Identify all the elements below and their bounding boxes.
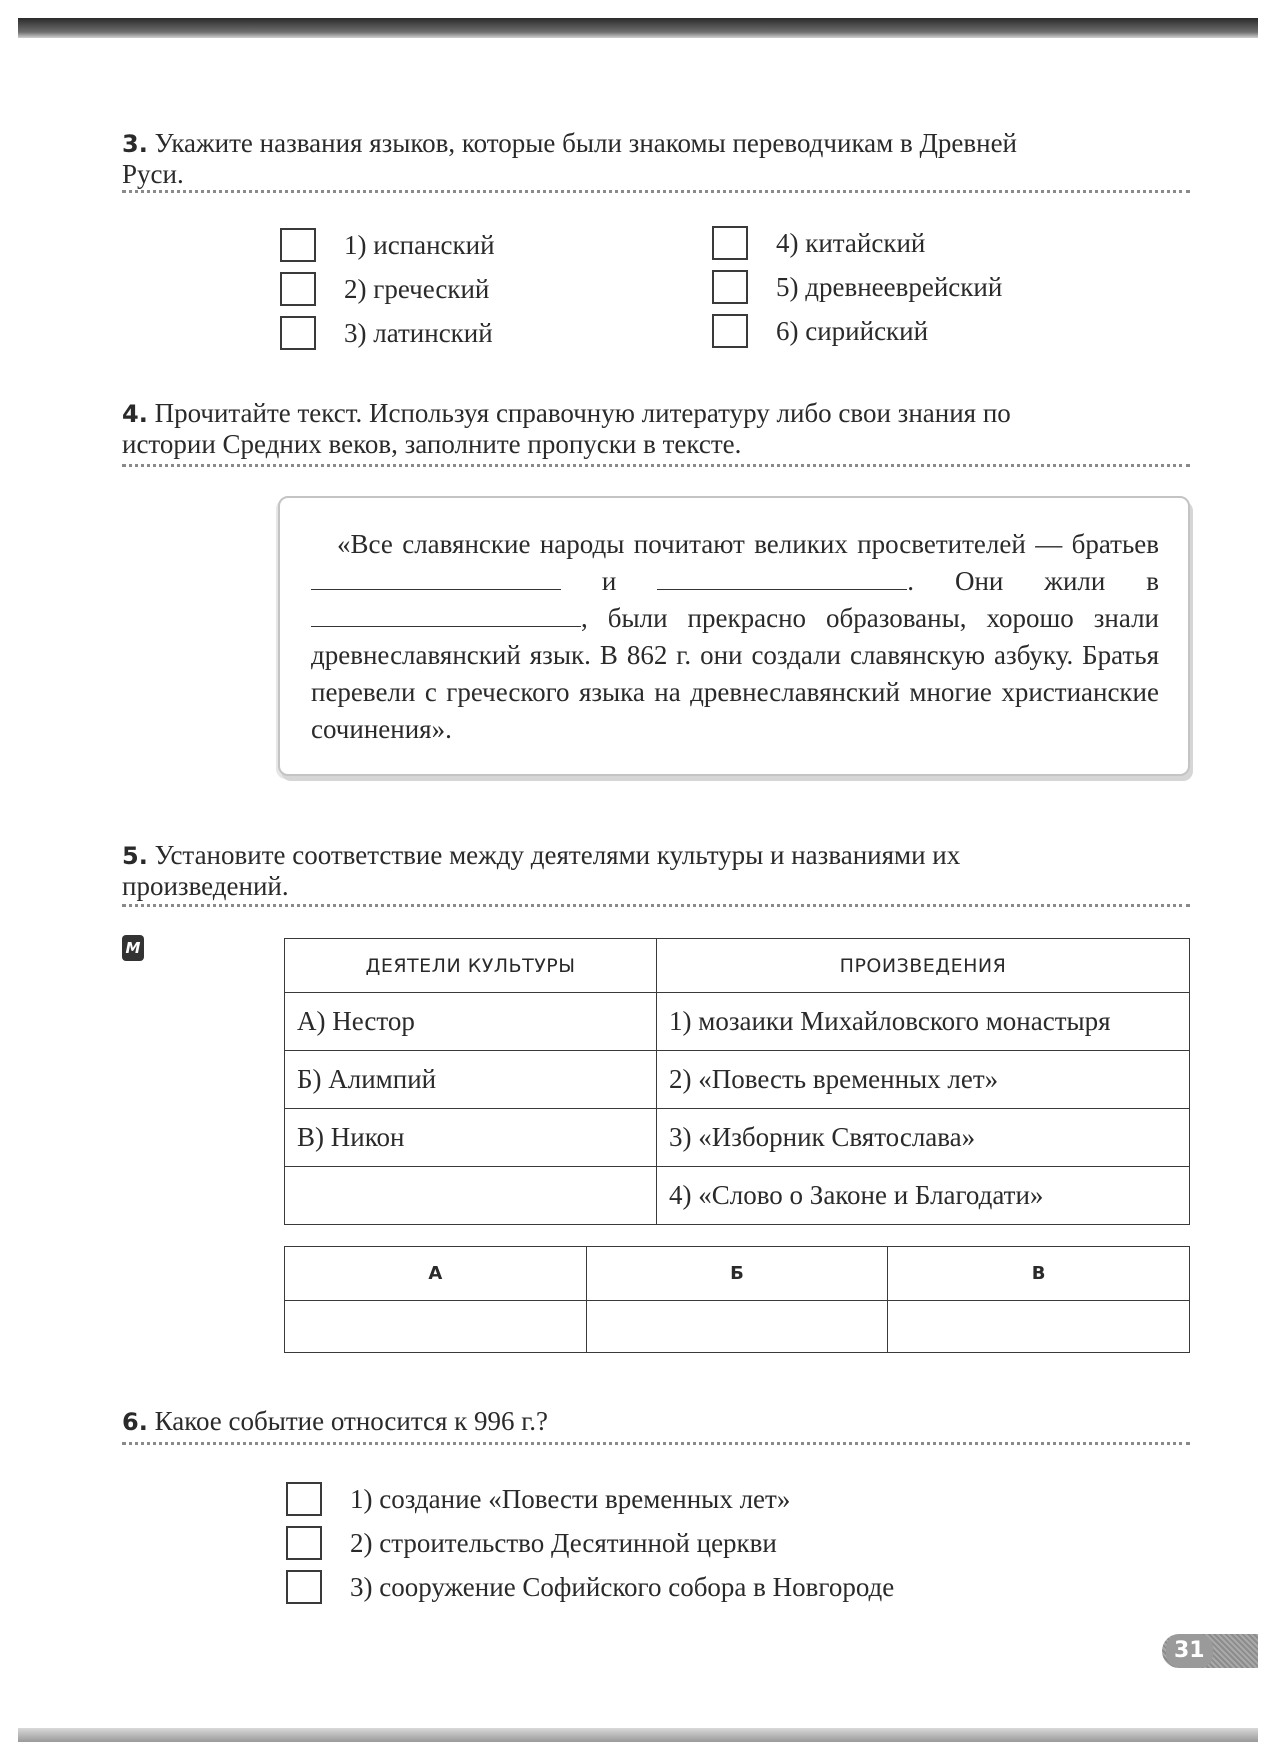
work-cell: 3) «Изборник Святослава» [657,1109,1190,1167]
option-label: 1) создание «Повести временных лет» [350,1483,791,1514]
option-label: 5) древнееврейский [776,271,1003,302]
table-row [285,1167,1190,1225]
page-number: 31 [1166,1634,1213,1668]
checkbox[interactable] [712,314,748,348]
answer-cell-b[interactable] [586,1301,888,1353]
option-label: 6) сирийский [776,315,929,346]
task-4-title [122,398,1042,459]
task-3-number: 3. [122,130,148,158]
dotted-divider [122,904,1190,907]
checkbox[interactable] [286,1526,322,1560]
dotted-divider [122,1442,1190,1445]
answer-cell-a[interactable] [285,1301,587,1353]
task-3-option-3[interactable] [280,316,493,350]
option-label: 4) китайский [776,227,926,258]
page-top-edge [18,18,1258,38]
quote-part-2: . Они жили в [907,566,1159,596]
task-4-text: Прочитайте текст. Используя справочную литературу либо свои знания по истории Средних веков, заполните пропуски в тексте. [122,398,1011,459]
table-row [285,1051,1190,1109]
task-5-text: Установите соответствие между деятелями культуры и названиями их произведений. [122,840,961,901]
task-5-title [122,840,1042,901]
task-6-option-1[interactable] [286,1482,790,1516]
work-cell: 2) «Повесть временных лет» [657,1051,1190,1109]
task-6-number: 6. [122,1408,148,1436]
task-3-text: Укажите названия языков, которые были знакомы переводчикам в Древней Руси. [122,128,1018,189]
header-figures: ДЕЯТЕЛИ КУЛЬТУРЫ [285,939,657,993]
task-6-title [122,1406,1042,1437]
option-label: 2) греческий [344,273,490,304]
checkbox[interactable] [286,1570,322,1604]
task-3-option-2[interactable] [280,272,489,306]
table-row [285,993,1190,1051]
task-3-title [122,128,1042,189]
task-5-number: 5. [122,842,148,870]
matching-table [284,938,1190,1225]
answer-input-row [285,1301,1190,1353]
task-6-text: Какое событие относится к 996 г.? [154,1406,549,1436]
blank-place[interactable] [311,605,581,627]
task-6-option-3[interactable] [286,1570,894,1604]
checkbox[interactable] [280,272,316,306]
checkbox[interactable] [712,270,748,304]
blank-brother-1[interactable] [311,568,561,590]
table-row [285,1109,1190,1167]
quote-part-1: «Все славянские народы почитают великих просветителей — братьев [337,529,1159,559]
figure-cell: А) Нестор [285,993,657,1051]
figure-cell [285,1167,657,1225]
work-cell: 4) «Слово о Законе и Благодати» [657,1167,1190,1225]
answer-cell-v[interactable] [888,1301,1190,1353]
header-works: ПРОИЗВЕДЕНИЯ [657,939,1190,993]
checkbox[interactable] [712,226,748,260]
answer-header-b: Б [586,1247,888,1301]
figure-cell: В) Никон [285,1109,657,1167]
page-number-tab [1162,1634,1258,1668]
figure-cell: Б) Алимпий [285,1051,657,1109]
task-3-option-1[interactable] [280,228,495,262]
answer-header-a: А [285,1247,587,1301]
dotted-divider [122,464,1190,467]
quote-part-3: , были прекрасно образованы, хорошо знали древнеславянский язык. В 862 г. они создали славянскую азбуку. Братья перевели с греческого языка на древнеславянский многие христианские сочинения». [311,603,1159,744]
task-4-number: 4. [122,400,148,428]
quote-and: и [601,566,617,596]
task-3-option-5[interactable] [712,270,1002,304]
table-header-row [285,939,1190,993]
answer-header-v: В [888,1247,1190,1301]
work-cell: 1) мозаики Михайловского монастыря [657,993,1190,1051]
answer-header-row [285,1247,1190,1301]
answer-table [284,1246,1190,1353]
option-label: 2) строительство Десятинной церкви [350,1527,777,1558]
quote-text [311,526,1159,748]
page-bottom-edge [18,1728,1258,1742]
option-label: 3) латинский [344,317,493,348]
task-6-option-2[interactable] [286,1526,777,1560]
checkbox[interactable] [280,228,316,262]
checkbox[interactable] [280,316,316,350]
dotted-divider [122,190,1190,193]
option-label: 1) испанский [344,229,495,260]
metadata-badge-icon: M [122,935,144,961]
task-3-option-6[interactable] [712,314,928,348]
option-label: 3) сооружение Софийского собора в Новгороде [350,1571,895,1602]
task-3-option-4[interactable] [712,226,925,260]
checkbox[interactable] [286,1482,322,1516]
blank-brother-2[interactable] [657,568,907,590]
